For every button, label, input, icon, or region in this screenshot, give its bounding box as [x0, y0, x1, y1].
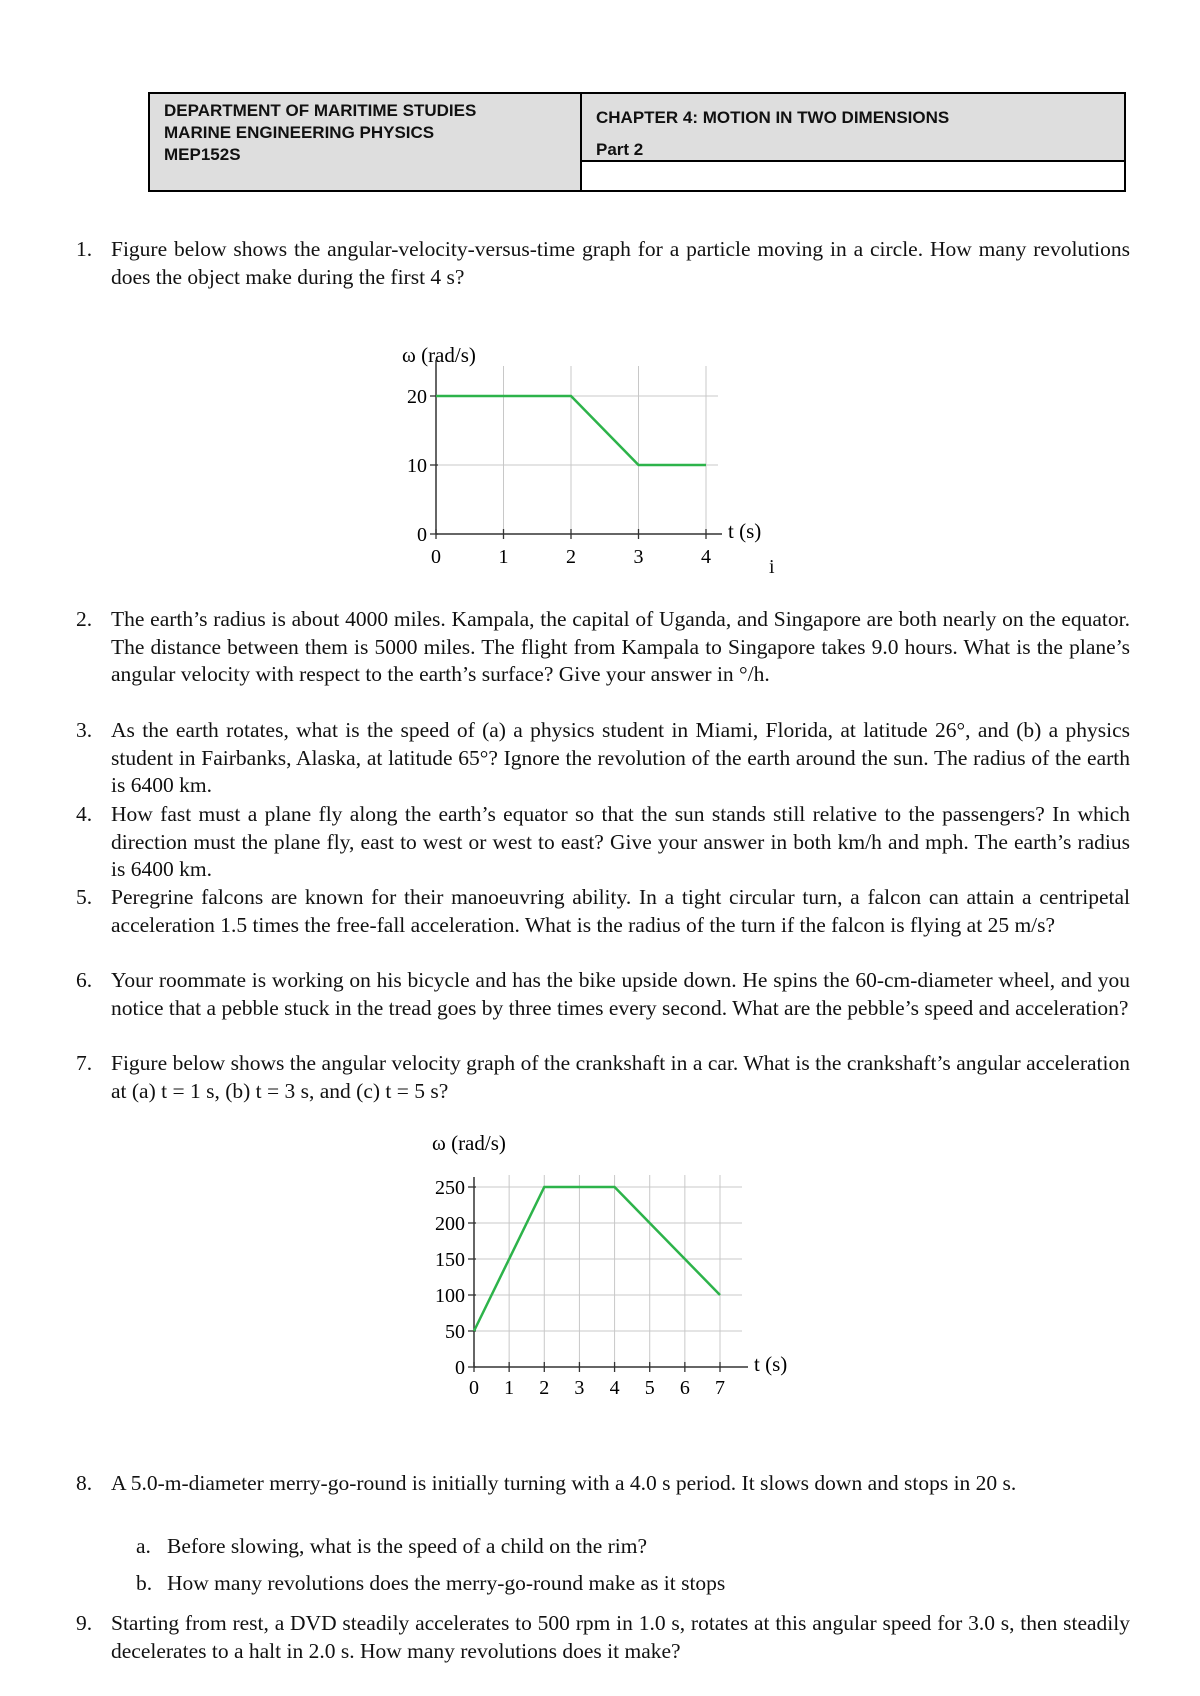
x-tick-label: 3 [574, 1377, 585, 1399]
x-tick-label: 4 [609, 1377, 620, 1399]
question-number: 6. [76, 968, 93, 992]
question-5 [66, 884, 1130, 939]
y-tick-label: 0 [455, 1357, 465, 1379]
x-tick-label: 6 [679, 1377, 690, 1399]
question-text: Figure below shows the angular velocity graph of the crankshaft in a car. What is the crankshaft’s angular acceleration at (a) t = 1 s, (b) t = 3 s, and (c) t = 5 s? [111, 1051, 1130, 1103]
question-1 [66, 236, 1130, 291]
x-tick-label: 0 [469, 1377, 479, 1399]
chapter-title: CHAPTER 4: MOTION IN TWO DIMENSIONS [596, 108, 950, 127]
question-number: 9. [76, 1611, 93, 1635]
angular-velocity-chart-2 [410, 1128, 810, 1408]
question-number: 2. [76, 607, 93, 631]
department-cell [150, 94, 582, 190]
question-text: Starting from rest, a DVD steadily accelerates to 500 rpm in 1.0 s, rotates at this angular speed for 3.0 s, then steadily decelerates to a halt in 2.0 s. How many revolutions does it make? [111, 1611, 1130, 1663]
y-tick-label: 250 [435, 1177, 465, 1199]
y-tick-label: 50 [445, 1321, 465, 1343]
question-text: The earth’s radius is about 4000 miles. Kampala, the capital of Uganda, and Singapore are both nearly on the equator. The distance between them is 5000 miles. The flight from Kampala to Singapore takes 9.0 hours. What is the plane’s angular velocity with respect to the earth’s surface? Give your answer in °/h. [111, 607, 1130, 687]
x-tick-label: 2 [566, 546, 576, 568]
subquestion-b [136, 1570, 1126, 1598]
subquestion-text: Before slowing, what is the speed of a child on the rim? [167, 1534, 648, 1558]
question-text: Peregrine falcons are known for their manoeuvring ability. In a tight circular turn, a falcon can attain a centripetal acceleration 1.5 times the free-fall acceleration. What is the radius of the turn if the falcon is flying at 25 m/s? [111, 885, 1130, 937]
x-tick-label: 5 [644, 1377, 655, 1399]
subquestion-letter: b. [136, 1571, 153, 1595]
question-text: As the earth rotates, what is the speed of (a) a physics student in Miami, Florida, at latitude 26°, and (b) a physics student in Fairbanks, Alaska, at latitude 65°? Ignore the revolution of the earth around the sun. The radius of the earth is 6400 km. [111, 718, 1130, 798]
course-name: MARINE ENGINEERING PHYSICS [164, 123, 435, 142]
x-tick-label: 3 [633, 546, 644, 568]
x-tick-label: 1 [504, 1377, 515, 1399]
x-tick-label: 7 [715, 1377, 725, 1399]
course-code: MEP152S [164, 145, 241, 164]
question-text: How fast must a plane fly along the earth’s equator so that the sun stands still relative to the passengers? In which direction must the plane fly, east to west or west to east? Give your answer in both km/h and mph. The earth’s radius is 6400 km. [111, 802, 1130, 882]
chapter-cell [582, 94, 1124, 190]
question-9 [66, 1610, 1130, 1665]
question-text: Your roommate is working on his bicycle and has the bike upside down. He spins the 60-cm-diameter wheel, and you notice that a pebble stuck in the tread goes by three times every second. What are the pebble’s speed and acceleration? [111, 968, 1130, 1020]
x-axis-label: t (s) [728, 519, 762, 543]
question-number: 3. [76, 718, 93, 742]
x-axis-label: t (s) [754, 1352, 788, 1376]
y-tick-label: 10 [407, 455, 427, 477]
question-number: 5. [76, 885, 93, 909]
y-tick-label: 0 [417, 524, 427, 546]
question-number: 8. [76, 1471, 93, 1495]
stray-mark: i [769, 556, 775, 578]
header-divider [582, 160, 1124, 162]
question-8 [66, 1470, 1130, 1498]
subquestion-text: How many revolutions does the merry-go-round make as it stops [167, 1571, 726, 1595]
header-fill [150, 162, 580, 190]
document-header [148, 92, 1126, 192]
question-number: 7. [76, 1051, 93, 1075]
part-label: Part 2 [596, 140, 644, 159]
y-axis-label: ω (rad/s) [402, 343, 476, 367]
y-tick-label: 20 [407, 386, 427, 408]
angular-velocity-chart-1 [380, 342, 800, 574]
x-tick-label: 0 [431, 546, 441, 568]
y-tick-label: 200 [435, 1213, 465, 1235]
question-text: A 5.0-m-diameter merry-go-round is initially turning with a 4.0 s period. It slows down and stops in 20 s. [111, 1471, 1017, 1495]
question-text: Figure below shows the angular-velocity-versus-time graph for a particle moving in a circle. How many revolutions does the object make during the first 4 s? [111, 237, 1130, 289]
y-tick-label: 150 [435, 1249, 465, 1271]
x-tick-label: 2 [539, 1377, 550, 1399]
question-4 [66, 801, 1130, 884]
x-tick-label: 4 [701, 546, 711, 568]
y-tick-label: 100 [435, 1285, 465, 1307]
question-number: 1. [76, 237, 93, 261]
department-name: DEPARTMENT OF MARITIME STUDIES [164, 101, 477, 120]
subquestion-a [136, 1533, 1126, 1561]
x-tick-label: 1 [498, 546, 509, 568]
subquestion-letter: a. [136, 1534, 151, 1558]
header-empty-row [582, 162, 1124, 190]
question-2 [66, 606, 1130, 689]
question-6 [66, 967, 1130, 1022]
question-number: 4. [76, 802, 93, 826]
question-3 [66, 717, 1130, 800]
y-axis-label: ω (rad/s) [432, 1131, 506, 1155]
question-7 [66, 1050, 1130, 1105]
